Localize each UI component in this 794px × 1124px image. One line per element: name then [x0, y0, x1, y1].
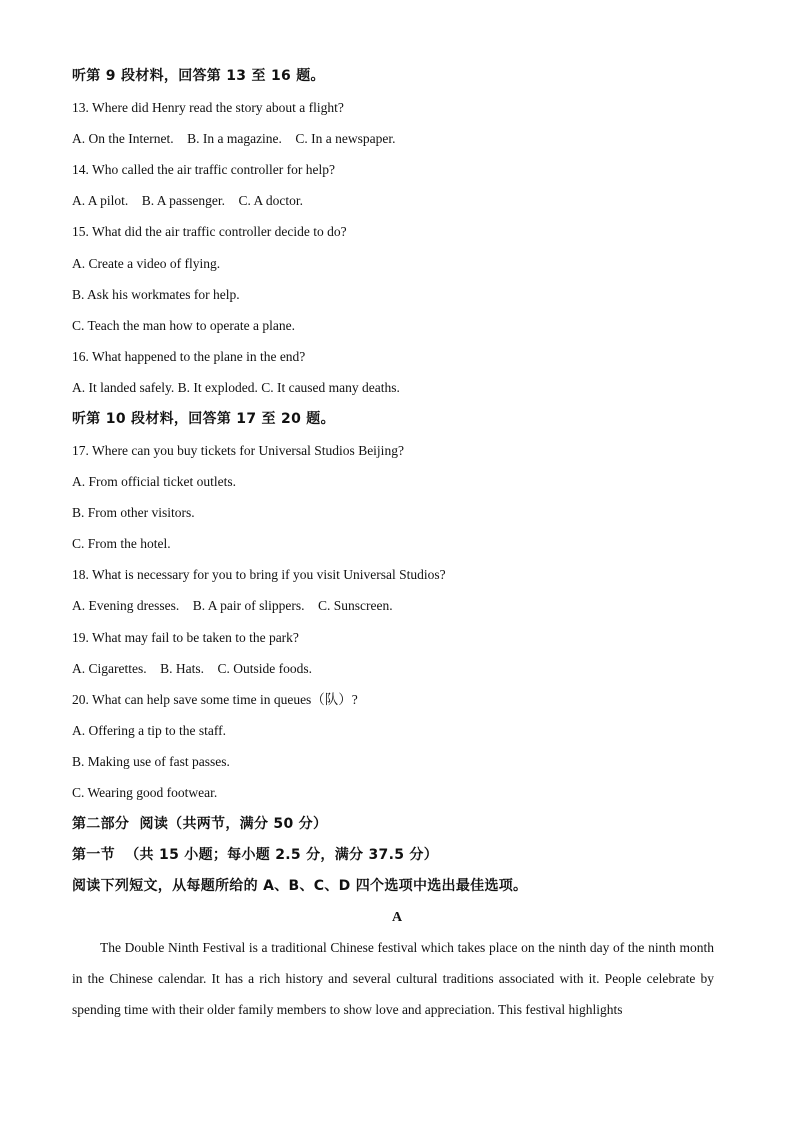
- question-17-option-a: A. From official ticket outlets.: [72, 474, 236, 489]
- question-16: 16. What happened to the plane in the end?: [72, 349, 306, 364]
- passage-label: A: [391, 910, 403, 925]
- question-17-option-b: B. From other visitors.: [72, 505, 195, 520]
- question-15: 15. What did the air traffic controller decide to do?: [72, 224, 347, 239]
- question-14: 14. Who called the air traffic controller for help?: [72, 162, 336, 177]
- question-15-option-c: C. Teach the man how to operate a plane.: [72, 318, 295, 333]
- question-17: 17. Where can you buy tickets for Universal Studios Beijing?: [72, 443, 404, 458]
- question-16-options: A. It landed safely. B. It exploded. C. It caused many deaths.: [72, 380, 400, 395]
- reading-instruction: 阅读下列短文，从每题所给的 A、B、C、D 四个选项中选出最佳选项。: [72, 878, 528, 894]
- passage-paragraph: The Double Ninth Festival is a traditional Chinese festival which takes place on the ninth day of the ninth month in the Chinese calendar. It has a rich history and several cultural traditions associated with it. People celebrate by spending time with their older family members to show love and appreciation. This festival highlights: [72, 940, 714, 1018]
- question-15-option-a: A. Create a video of flying.: [72, 256, 221, 271]
- part-2-section-1-heading: 第一节 （共 15 小题；每小题 2.5 分，满分 37.5 分）: [72, 847, 439, 863]
- section-10-heading: 听第 10 段材料，回答第 17 至 20 题。: [72, 411, 335, 427]
- part-2-heading: 第二部分 阅读（共两节，满分 50 分）: [72, 816, 328, 832]
- question-19: 19. What may fail to be taken to the park?: [72, 630, 299, 645]
- question-13-options: A. On the Internet. B. In a magazine. C. In a newspaper.: [72, 131, 396, 146]
- question-20: 20. What can help save some time in queues（队）?: [72, 692, 358, 707]
- question-13: 13. Where did Henry read the story about a flight?: [72, 100, 344, 115]
- question-14-options: A. A pilot. B. A passenger. C. A doctor.: [72, 193, 304, 208]
- question-18: 18. What is necessary for you to bring if you visit Universal Studios?: [72, 567, 446, 582]
- question-20-option-b: B. Making use of fast passes.: [72, 754, 230, 769]
- question-18-options: A. Evening dresses. B. A pair of slippers. C. Sunscreen.: [72, 598, 393, 613]
- question-15-option-b: B. Ask his workmates for help.: [72, 287, 240, 302]
- question-20-option-a: A. Offering a tip to the staff.: [72, 723, 226, 738]
- section-9-heading: 听第 9 段材料，回答第 13 至 16 题。: [72, 68, 325, 84]
- question-20-option-c: C. Wearing good footwear.: [72, 785, 218, 800]
- question-19-options: A. Cigarettes. B. Hats. C. Outside foods.: [72, 661, 312, 676]
- question-17-option-c: C. From the hotel.: [72, 536, 171, 551]
